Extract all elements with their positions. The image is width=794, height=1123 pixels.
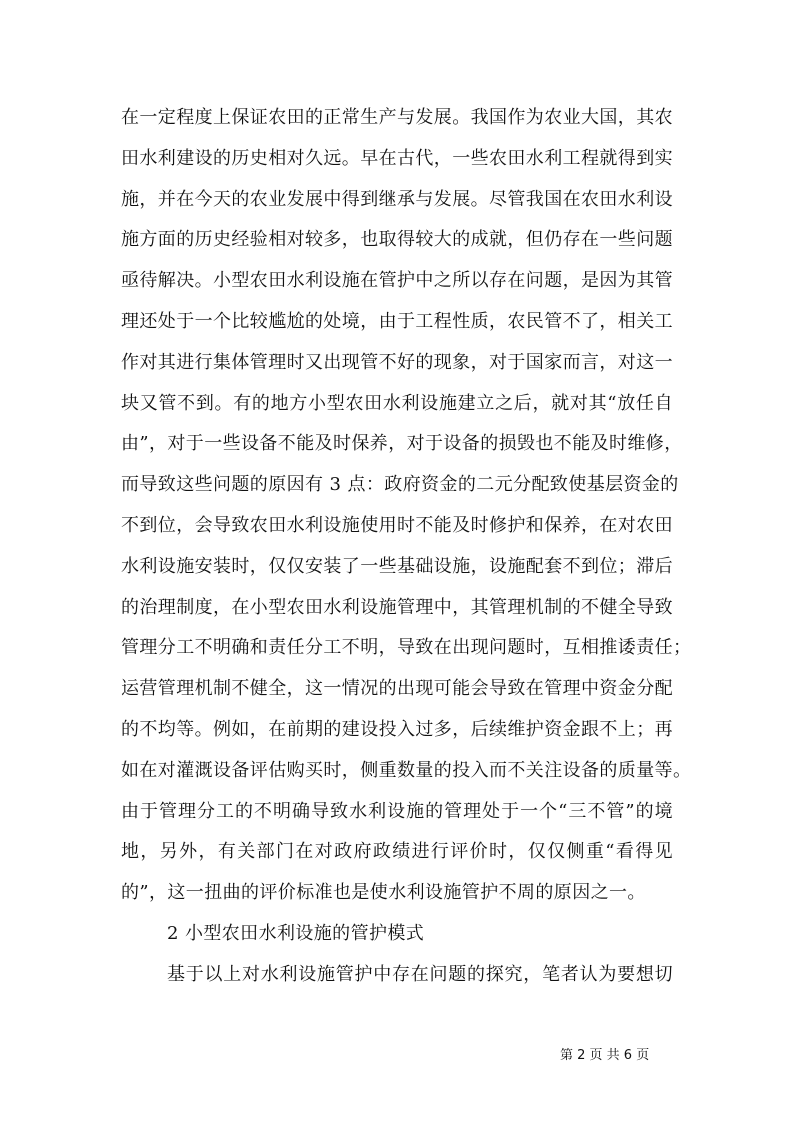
text-line: 如在对灌溉设备评估购买时，侧重数量的投入而不关注设备的质量等。: [121, 759, 692, 781]
text-line: 施方面的历史经验相对较多，也取得较大的成就，但仍存在一些问题: [121, 229, 673, 251]
text-line: 由于管理分工的不明确导致水利设施的管理处于一个“三不管”的境: [121, 800, 673, 822]
text-line: 施，并在今天的农业发展中得到继承与发展。尽管我国在农田水利设: [121, 188, 673, 210]
section-heading: 2 小型农田水利设施的管护模式: [167, 922, 425, 944]
text-line: 不到位，会导致农田水利设施使用时不能及时修护和保养，在对农田: [121, 514, 673, 536]
text-line: 理还处于一个比较尴尬的处境，由于工程性质，农民管不了，相关工: [121, 310, 673, 332]
text-line: 由”，对于一些设备不能及时保养，对于设备的损毁也不能及时维修，: [121, 433, 683, 455]
text-line: 的”，这一扭曲的评价标准也是使水利设施管护不周的原因之一。: [121, 882, 646, 904]
text-line: 亟待解决。小型农田水利设施在管护中之所以存在问题，是因为其管: [121, 270, 673, 292]
text-line: 管理分工不明确和责任分工不明，导致在出现问题时，互相推诿责任；: [121, 637, 692, 659]
text-line: 在一定程度上保证农田的正常生产与发展。我国作为农业大国，其农: [121, 107, 673, 128]
text-line: 作对其进行集体管理时又出现管不好的现象，对于国家而言，对这一: [121, 351, 673, 373]
text-line: 的治理制度，在小型农田水利设施管理中，其管理机制的不健全导致: [121, 596, 673, 618]
body-text: [121, 98, 692, 996]
text-line: 田水利建设的历史相对久远。早在古代，一些农田水利工程就得到实: [121, 147, 673, 169]
text-line: 基于以上对水利设施管护中存在问题的探究，笔者认为要想切: [167, 963, 673, 985]
text-line: 地，另外，有关部门在对政府政绩进行评价时，仅仅侧重“看得见: [121, 841, 673, 863]
page-number-footer: 第 2 页 共 6 页: [560, 1048, 650, 1063]
text-line: 水利设施安装时，仅仅安装了一些基础设施，设施配套不到位；滞后: [121, 555, 673, 577]
text-line: 的不均等。例如，在前期的建设投入过多，后续维护资金跟不上；再: [121, 718, 673, 740]
text-line: 而导致这些问题的原因有 3 点：政府资金的二元分配致使基层资金的: [121, 474, 679, 496]
text-line: 运营管理机制不健全，这一情况的出现可能会导致在管理中资金分配: [121, 678, 673, 700]
text-line: 块又管不到。有的地方小型农田水利设施建立之后，就对其“放任自: [121, 392, 673, 414]
